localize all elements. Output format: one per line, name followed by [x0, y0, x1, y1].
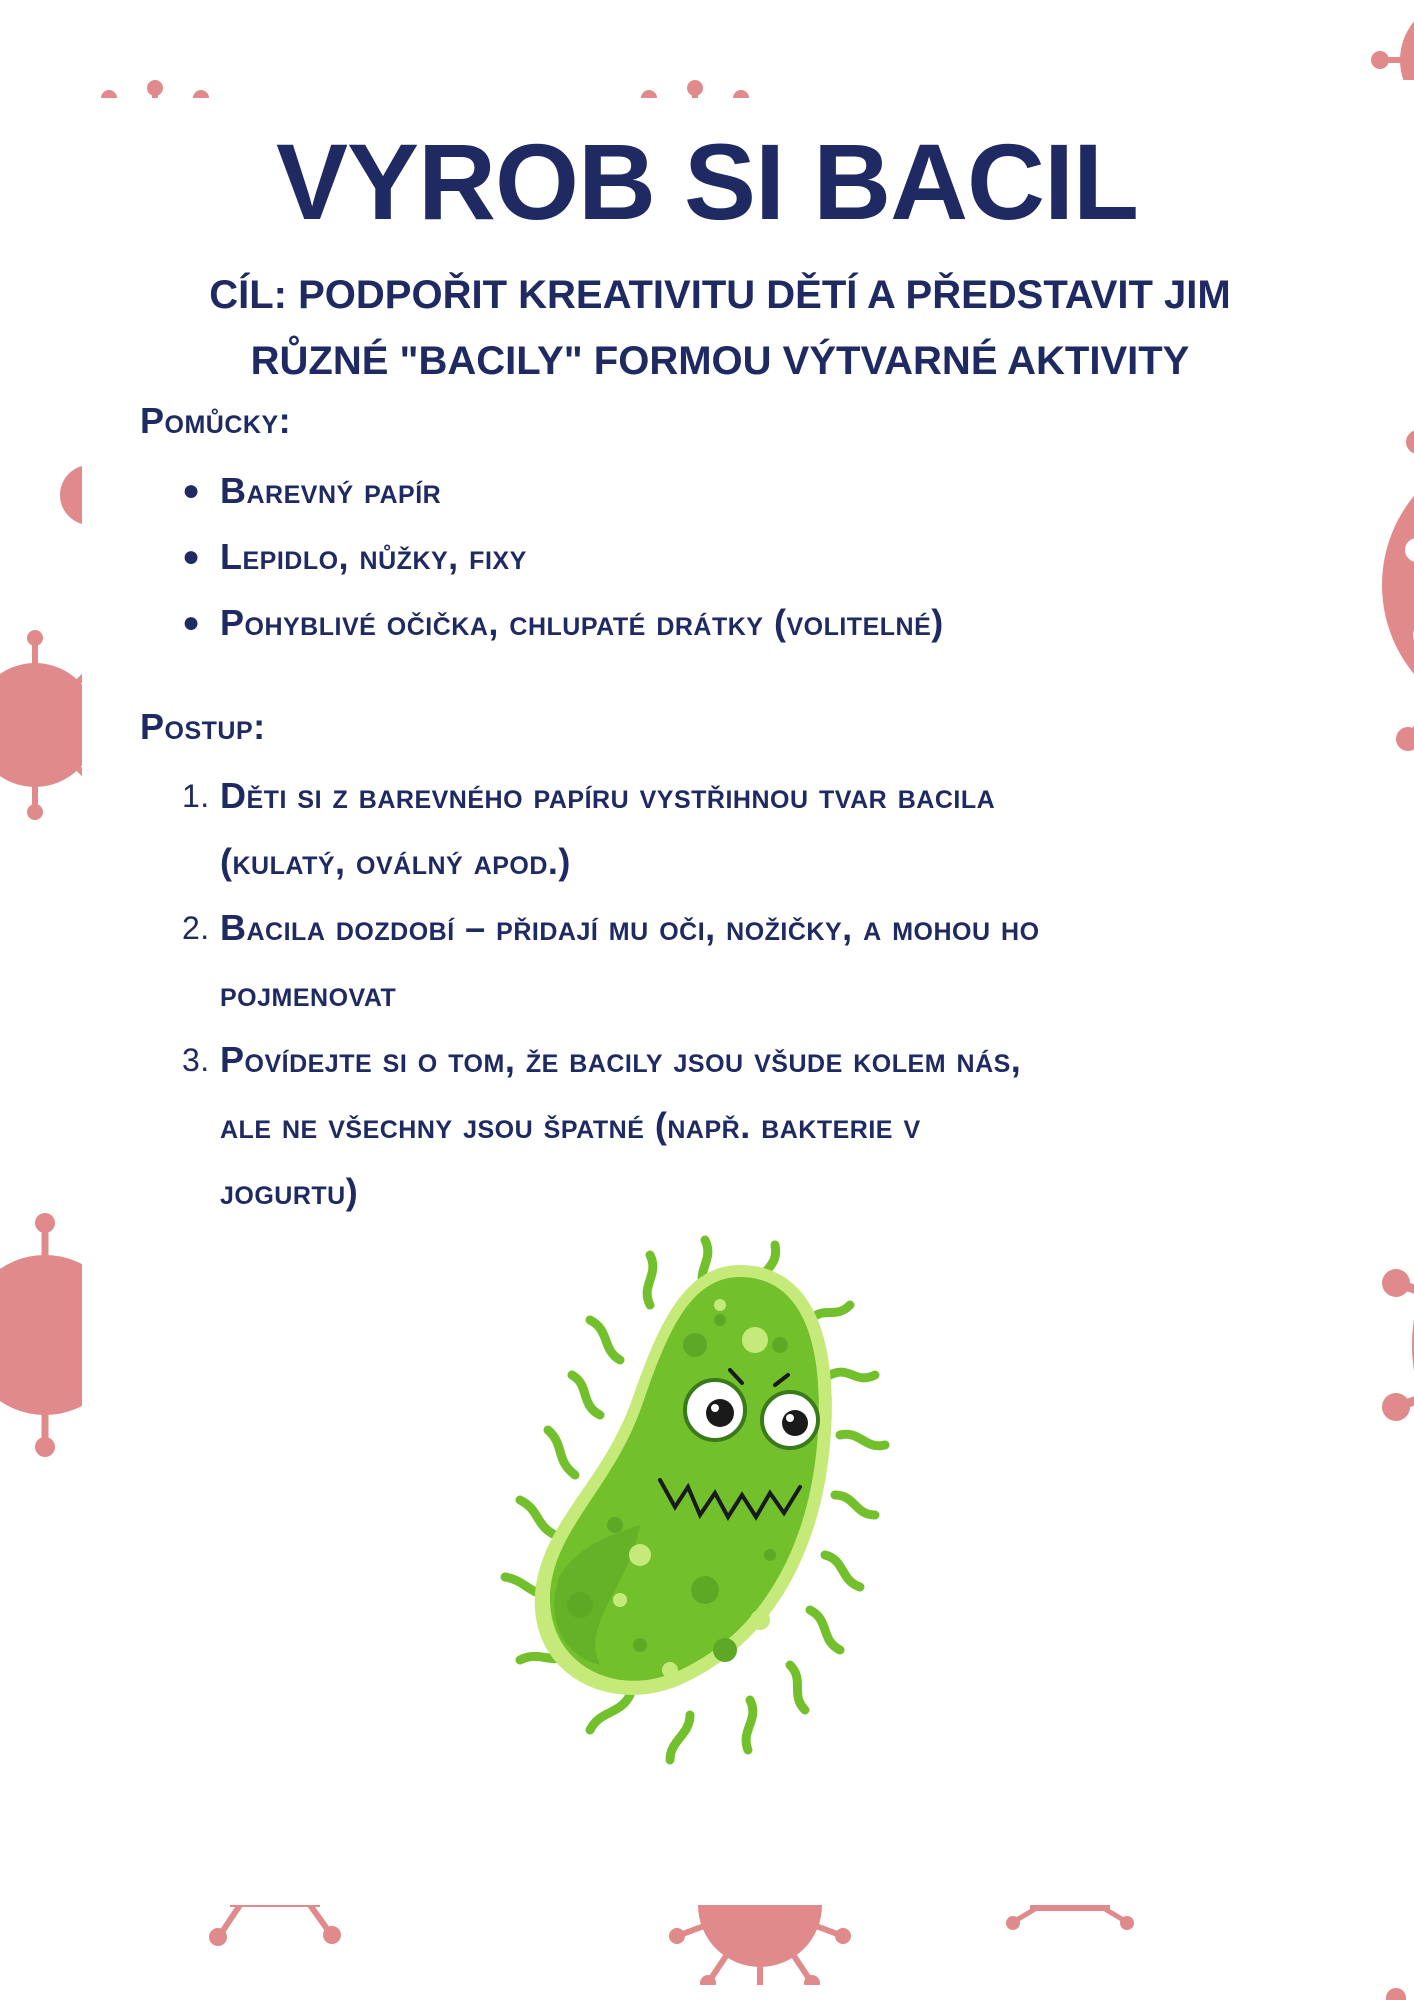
page-title: VYROB SI BACIL [275, 121, 1139, 242]
step-line: pojmenovat [220, 973, 397, 1014]
list-item: ● Pohyblivé očička, chlupaté drátky (volitelné) [182, 590, 944, 656]
bacillus-icon [490, 1225, 930, 1790]
step-line: jogurtu) [220, 1171, 359, 1212]
procedure-heading: Postup: [140, 706, 266, 747]
goal-statement [110, 262, 1330, 394]
eye-right [762, 1392, 818, 1448]
eye-left [685, 1380, 745, 1440]
goal-line-1: CÍL: PODPOŘIT KREATIVITU DĚTÍ A PŘEDSTAVIT JIM [209, 273, 1231, 317]
step-line: 2. Bacila dozdobí – přidají mu oči, nožičky, a mohou ho [182, 907, 1040, 948]
step-line: 1. Děti si z barevného papíru vystřihnou tvar bacila [182, 775, 996, 816]
step-line: ale ne všechny jsou špatné (např. bakterie v [220, 1105, 921, 1146]
bullet-icon: ● [182, 540, 201, 573]
procedure-list [182, 763, 1300, 1225]
step-line: 3. Povídejte si o tom, že bacily jsou všude kolem nás, [182, 1039, 1022, 1080]
list-item: ● Barevný papír [182, 458, 944, 524]
goal-line-2: RŮZNÉ "BACILY" FORMOU VÝTVARNÉ AKTIVITY [250, 339, 1190, 383]
list-item: ● Lepidlo, nůžky, fixy [182, 524, 944, 590]
supplies-heading: Pomůcky: [140, 400, 292, 441]
bullet-icon: ● [182, 474, 201, 507]
step-line: (kulatý, oválný apod.) [220, 841, 571, 882]
bullet-icon: ● [182, 606, 201, 639]
supplies-list [182, 458, 944, 656]
